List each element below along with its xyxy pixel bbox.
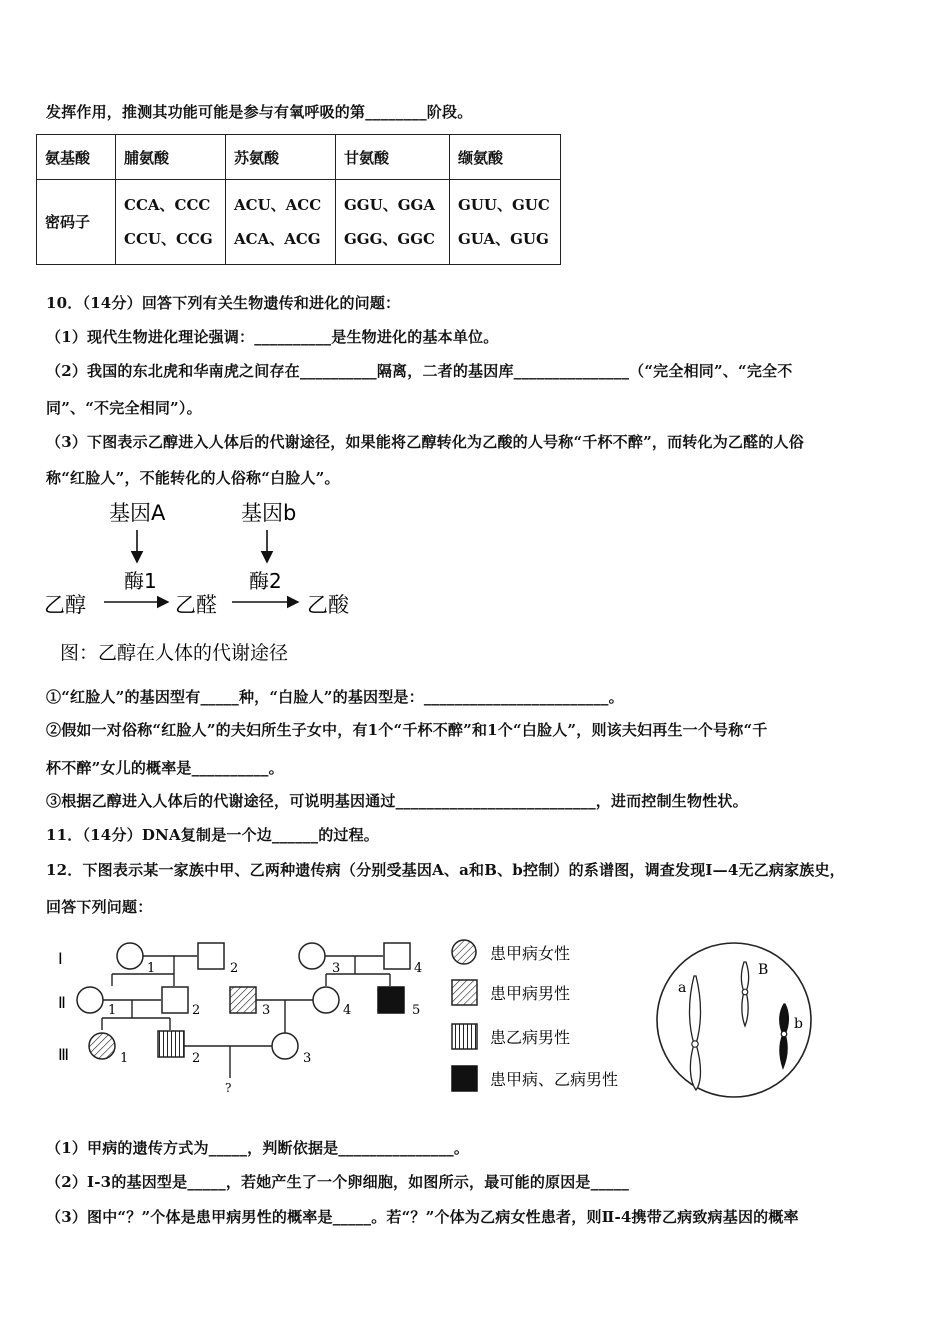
q10-sub2-line2: 杯不醉”女儿的概率是__________。 (46, 759, 284, 777)
legend-label: 患乙病男性 (490, 1028, 571, 1047)
individual-II-3 (230, 987, 256, 1013)
centromere (742, 989, 748, 995)
codon-cell (116, 180, 226, 265)
individual-I-3 (299, 943, 325, 969)
individual-number: 1 (147, 961, 156, 976)
codon-table (36, 134, 561, 265)
q12-part3: （3）图中“？”个体是患甲病男性的概率是_____。若“？”个体为乙病女性患者，则Ⅱ-4携带乙病致病基因的概率 (46, 1208, 799, 1226)
individual-number: 2 (192, 1003, 201, 1018)
individual-number: 1 (120, 1051, 129, 1066)
q10-part2-line1: （2）我国的东北虎和华南虎之间存在__________隔离，二者的基因库_______________（“完全相同”、“完全不 (46, 362, 793, 380)
intro-line: 发挥作用，推测其功能可能是参与有氧呼吸的第________阶段。 (46, 103, 473, 121)
codon-value: GUU、GUC (458, 196, 550, 214)
enzyme1-label: 酶1 (124, 569, 157, 593)
individual-number: 3 (262, 1003, 271, 1018)
individual-number: 1 (108, 1003, 117, 1018)
individual-I-1 (117, 943, 143, 969)
acetaldehyde-label: 乙醛 (175, 593, 217, 617)
legend-label: 患甲病、乙病男性 (490, 1070, 619, 1089)
codon-cell (336, 180, 450, 265)
codon-value: GGG、GGC (344, 230, 435, 248)
codon-table-header: 氨基酸 (37, 135, 116, 180)
gene-a-label: 基因A (109, 501, 166, 525)
q10-part2-line2: 同”、“不完全相同”）。 (46, 399, 202, 417)
individual-III-2 (158, 1031, 184, 1057)
pathway-caption: 图：乙醇在人体的代谢途径 (60, 642, 289, 664)
codon-value: ACA、ACG (234, 230, 321, 248)
legend-symbol-affected-male-ab (452, 1066, 477, 1091)
individual-II-1 (77, 987, 103, 1013)
legend-symbol-affected-male-a (452, 980, 477, 1005)
individual-number: 2 (230, 961, 239, 976)
chromosome-label-B: B (758, 962, 769, 978)
individual-number: 3 (303, 1051, 312, 1066)
individual-II-2 (162, 987, 188, 1013)
codon-value: GUA、GUG (458, 230, 549, 248)
q10-part3-line2: 称“红脸人”，不能转化的人俗称“白脸人”。 (46, 469, 340, 487)
individual-II-5 (378, 987, 404, 1013)
pedigree-figure (50, 930, 730, 1100)
individual-I-2 (198, 943, 224, 969)
chromosome-a (690, 976, 701, 1090)
legend-label: 患甲病男性 (490, 984, 571, 1003)
codon-value: GGU、GGA (344, 196, 435, 214)
codon-value: CCU、CCG (124, 230, 213, 248)
individual-number: 2 (192, 1051, 201, 1066)
q10-sub2-line1: ②假如一对俗称“红脸人”的夫妇所生子女中，有1个“千杯不醉”和1个“白脸人”，则该夫妇再生一个号称“千 (46, 721, 768, 739)
egg-cell-figure (652, 940, 817, 1100)
q12-line1: 12．下图表示某一家族中甲、乙两种遗传病（分别受基因A、a和B、b控制）的系谱图，调查发现Ⅰ—4无乙病家族史， (46, 861, 845, 879)
codon-table-header: 脯氨酸 (116, 135, 226, 180)
individual-number: 4 (343, 1003, 352, 1018)
individual-number: 5 (412, 1003, 421, 1018)
ethanol-pathway-figure (44, 498, 374, 670)
codon-table-header: 甘氨酸 (336, 135, 450, 180)
q12-line2: 回答下列问题： (46, 898, 153, 916)
ethanol-label: 乙醇 (44, 593, 86, 617)
q12-part1: （1）甲病的遗传方式为_____，判断依据是_______________。 (46, 1139, 470, 1157)
codon-row-label: 密码子 (37, 180, 116, 265)
individual-III-1 (89, 1033, 115, 1059)
q10-title: 10．（14分）回答下列有关生物遗传和进化的问题： (46, 294, 401, 312)
enzyme2-label: 酶2 (249, 569, 282, 593)
codon-cell (450, 180, 561, 265)
gene-b-label: 基因b (241, 501, 297, 525)
codon-table-header: 苏氨酸 (226, 135, 336, 180)
centromere (781, 1031, 787, 1037)
acetic-acid-label: 乙酸 (307, 593, 349, 617)
q10-part3-line1: （3）下图表示乙醇进入人体后的代谢途径，如果能将乙醇转化为乙酸的人号称“千杯不醉”，而转化为乙醛的人俗 (46, 433, 804, 451)
q12-part2: （2）Ⅰ-3的基因型是_____，若她产生了一个卵细胞，如图所示，最可能的原因是_____ (46, 1173, 630, 1191)
individual-II-4 (313, 987, 339, 1013)
q11-text: 11．（14分）DNA复制是一个边______的过程。 (46, 826, 380, 844)
codon-table-header-row (37, 135, 561, 180)
q10-sub3: ③根据乙醇进入人体后的代谢途径，可说明基因通过__________________________，进而控制生物性状。 (46, 792, 748, 810)
individual-number: 3 (332, 961, 341, 976)
codon-value: ACU、ACC (234, 196, 322, 214)
individual-III-3 (272, 1033, 298, 1059)
generation-label-3: Ⅲ (58, 1045, 70, 1064)
codon-value: CCA、CCC (124, 196, 211, 214)
codon-table-row (37, 180, 561, 265)
legend-symbol-affected-female-a (452, 940, 476, 964)
codon-table-header: 缬氨酸 (450, 135, 561, 180)
q10-sub1: ①“红脸人”的基因型有_____种，“白脸人”的基因型是：________________________。 (46, 688, 624, 706)
generation-label-1: Ⅰ (58, 949, 63, 968)
q10-part1: （1）现代生物进化理论强调：__________是生物进化的基本单位。 (46, 328, 499, 346)
centromere (692, 1041, 698, 1047)
generation-label-2: Ⅱ (58, 993, 66, 1012)
chromosome-label-b: b (794, 1016, 803, 1032)
individual-number: 4 (414, 961, 423, 976)
legend-symbol-affected-male-b (452, 1024, 477, 1049)
chromosome-label-a: a (678, 980, 687, 996)
codon-cell (226, 180, 336, 265)
unknown-offspring-label: ? (225, 1081, 232, 1095)
individual-I-4 (384, 943, 410, 969)
legend-label: 患甲病女性 (490, 944, 571, 963)
